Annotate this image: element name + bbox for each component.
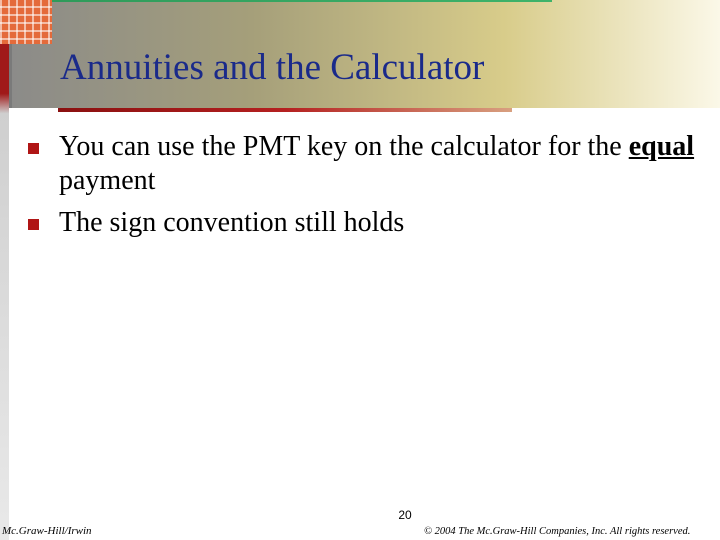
- bullet-square-icon: [28, 219, 39, 230]
- title-underline: [58, 108, 512, 112]
- page-number: 20: [398, 508, 412, 522]
- bullet-square-icon: [28, 143, 39, 154]
- footer-copyright: © 2004 The Mc.Graw-Hill Companies, Inc. All rights reserved.: [424, 526, 691, 537]
- bullet-item-pmt: [24, 130, 704, 198]
- bullet-item-sign-convention: [24, 206, 704, 240]
- bullet-text-part1: You can use the PMT key on the calculator for the: [59, 131, 629, 162]
- left-accent-inner-bar: [9, 44, 12, 108]
- left-accent-bar: [0, 44, 9, 540]
- bullet-emphasis-equal: equal: [628, 131, 695, 162]
- slide-title: Annuities and the Calculator: [60, 47, 485, 88]
- footer-publisher: Mc.Graw-Hill/Irwin: [2, 525, 92, 537]
- bullet-text: The sign convention still holds: [59, 207, 405, 238]
- bullet-text-part2: payment: [59, 165, 156, 196]
- header-top-line: [52, 0, 552, 2]
- bullet-list: [24, 130, 704, 248]
- grid-decoration: [0, 0, 52, 44]
